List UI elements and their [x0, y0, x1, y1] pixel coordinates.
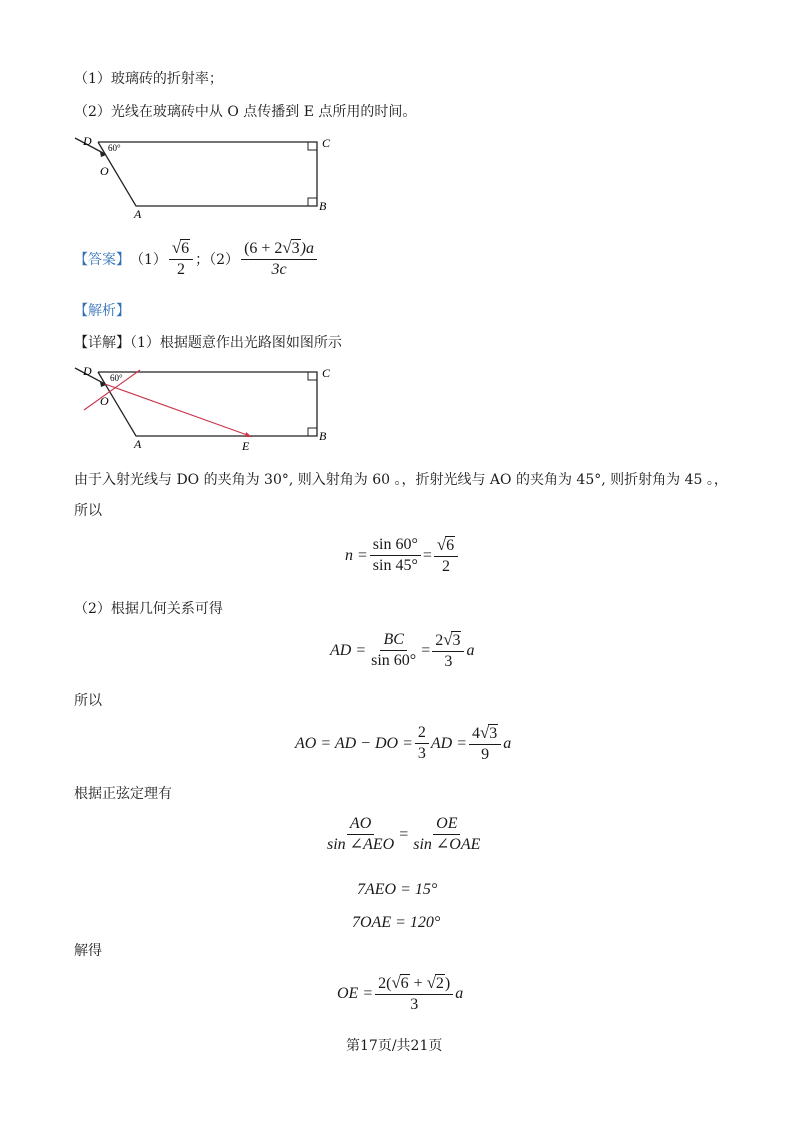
label-angle-2: 60°	[110, 373, 123, 383]
refracted-ray	[105, 384, 250, 436]
label-B: B	[319, 199, 327, 213]
detail-line	[74, 332, 342, 352]
glass-brick-outline	[98, 142, 317, 206]
paragraph-2: （2）根据几何关系可得	[74, 601, 223, 617]
paragraph-3: 所以	[74, 693, 102, 709]
answer-fraction-2: $\frac{(6 + 2√3)a}{3c}$	[241, 238, 317, 280]
label-D-2: D	[83, 364, 92, 378]
equation-sine-law: $\frac{AO}{\text{sin ∠AEO}}$ = $\frac{OE}{\text{sin ∠OAE}}$	[327, 815, 481, 854]
answer-line	[74, 238, 319, 280]
label-O: O	[100, 164, 109, 178]
label-B-2: B	[319, 429, 327, 443]
label-A-2: A	[134, 437, 142, 451]
label-A: A	[134, 207, 142, 220]
label-C-2: C	[322, 366, 331, 380]
figure-2	[70, 360, 340, 452]
equation-AO: AO = AD − DO = $\frac{2}{3}$ AD = $\frac{4√3}{9}$ a	[295, 723, 512, 764]
paragraph-1: 由于入射光线与 DO 的夹角为 30°, 则入射角为 60 。，折射光线与 AO 的夹角为 45°, 则折射角为 45 。，	[74, 472, 728, 488]
equation-AD: AD = $\frac{BC}{\sin 60^\circ}$ = $\frac{2√3}{3}$ a	[330, 630, 475, 671]
paragraph-4: 根据正弦定理有	[74, 786, 172, 802]
equation-angle-AEO: 7AEO = 15°	[357, 881, 438, 898]
answer-part1: （1）	[130, 251, 167, 268]
question-1: （1）玻璃砖的折射率；	[74, 71, 223, 87]
detail-text: （1）根据题意作出光路图如图所示	[130, 335, 342, 351]
equation-OE: OE = $\frac{2(√6 + √2)}{3}$ a	[337, 973, 464, 1014]
question-2: （2）光线在玻璃砖中从 O 点传播到 E 点所用的时间。	[74, 104, 417, 120]
label-C: C	[322, 136, 331, 150]
figure-1	[70, 130, 340, 220]
equation-refractive-index: n = $\frac{\sin 60^\circ}{\sin 45^\circ}$ = $\frac{√6}{2}$	[345, 535, 460, 577]
equation-angle-OAE: 7OAE = 120°	[352, 914, 441, 931]
label-O-2: O	[100, 394, 109, 408]
paragraph-1b: 所以	[74, 503, 102, 519]
detail-tag: 【详解】	[74, 335, 130, 351]
analysis-tag: 【解析】	[74, 303, 130, 319]
label-angle: 60°	[108, 143, 121, 153]
answer-fraction-1: $\frac{√6}{2}$	[169, 238, 193, 280]
answer-tag: 【答案】	[74, 251, 130, 268]
glass-brick-outline-2	[98, 372, 317, 436]
label-E-2: E	[242, 439, 250, 452]
paragraph-5: 解得	[74, 943, 102, 959]
page-number: 第17页/共21页	[346, 1038, 443, 1054]
answer-separator: ；（2）	[195, 251, 240, 268]
label-D: D	[83, 134, 92, 148]
